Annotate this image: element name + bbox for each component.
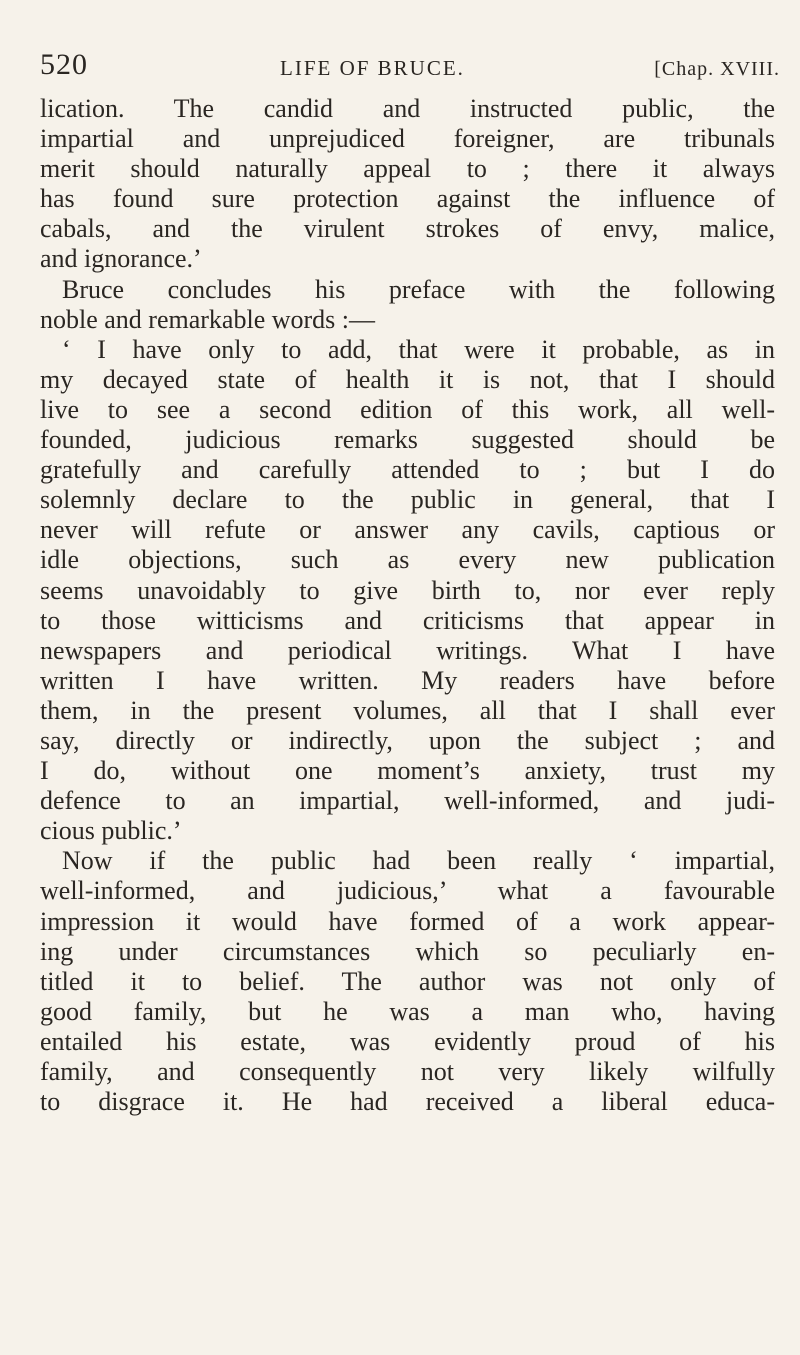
text-line: say, directly or indirectly, upon the subject ; and	[40, 725, 775, 755]
text-line: impartial and unprejudiced foreigner, are tribunals	[40, 124, 775, 154]
text-line: Now if the public had been really ‘ impartial,	[62, 846, 775, 876]
text-line: cious public.’	[40, 816, 182, 846]
body-text	[40, 94, 775, 1117]
text-line: to those witticisms and criticisms that appear in	[40, 605, 775, 635]
text-line: lication. The candid and instructed public, the	[40, 94, 775, 123]
chapter-reference: [Chap. XVIII.	[654, 58, 780, 80]
running-head	[40, 48, 780, 88]
text-line: my decayed state of health it is not, that I should	[40, 364, 775, 394]
text-line: I do, without one moment’s anxiety, trust my	[40, 756, 775, 786]
text-line: gratefully and carefully attended to ; but I do	[40, 455, 775, 485]
text-line: entailed his estate, was evidently proud of his	[40, 1026, 775, 1056]
text-line: live to see a second edition of this work, all well-	[40, 394, 775, 424]
text-line: ‘ I have only to add, that were it probable, as in	[62, 334, 775, 364]
text-line: merit should naturally appeal to ; there it always	[40, 154, 775, 184]
text-line: them, in the present volumes, all that I shall ever	[40, 695, 775, 725]
text-line: seems unavoidably to give birth to, nor ever reply	[40, 575, 775, 605]
text-line: well-informed, and judicious,’ what a favourable	[40, 876, 775, 906]
text-line: defence to an impartial, well-informed, and judi-	[40, 786, 775, 816]
text-line: noble and remarkable words :—	[40, 304, 376, 334]
text-line: titled it to belief. The author was not only of	[40, 966, 775, 996]
text-line: impression it would have formed of a work appear-	[40, 906, 775, 936]
text-line: solemnly declare to the public in general, that I	[40, 485, 775, 515]
text-line: never will refute or answer any cavils, captious or	[40, 515, 775, 545]
text-line: written I have written. My readers have before	[40, 665, 775, 695]
text-line: Bruce concludes his preface with the following	[62, 274, 775, 304]
text-line: idle objections, such as every new publication	[40, 545, 775, 575]
text-line: family, and consequently not very likely wilfully	[40, 1057, 775, 1086]
running-title: LIFE OF BRUCE.	[280, 56, 465, 80]
text-line: founded, judicious remarks suggested should be	[40, 425, 775, 455]
text-line: newspapers and periodical writings. What I have	[40, 635, 775, 665]
text-line: and ignorance.’	[40, 244, 202, 274]
text-line: has found sure protection against the influence of	[40, 184, 775, 214]
text-line: ing under circumstances which so peculiarly en-	[40, 936, 775, 966]
text-line: to disgrace it. He had received a liberal educa-	[40, 1087, 775, 1117]
text-line: cabals, and the virulent strokes of envy, malice,	[40, 214, 775, 244]
page-number: 520	[40, 48, 88, 81]
text-line: good family, but he was a man who, having	[40, 996, 775, 1026]
